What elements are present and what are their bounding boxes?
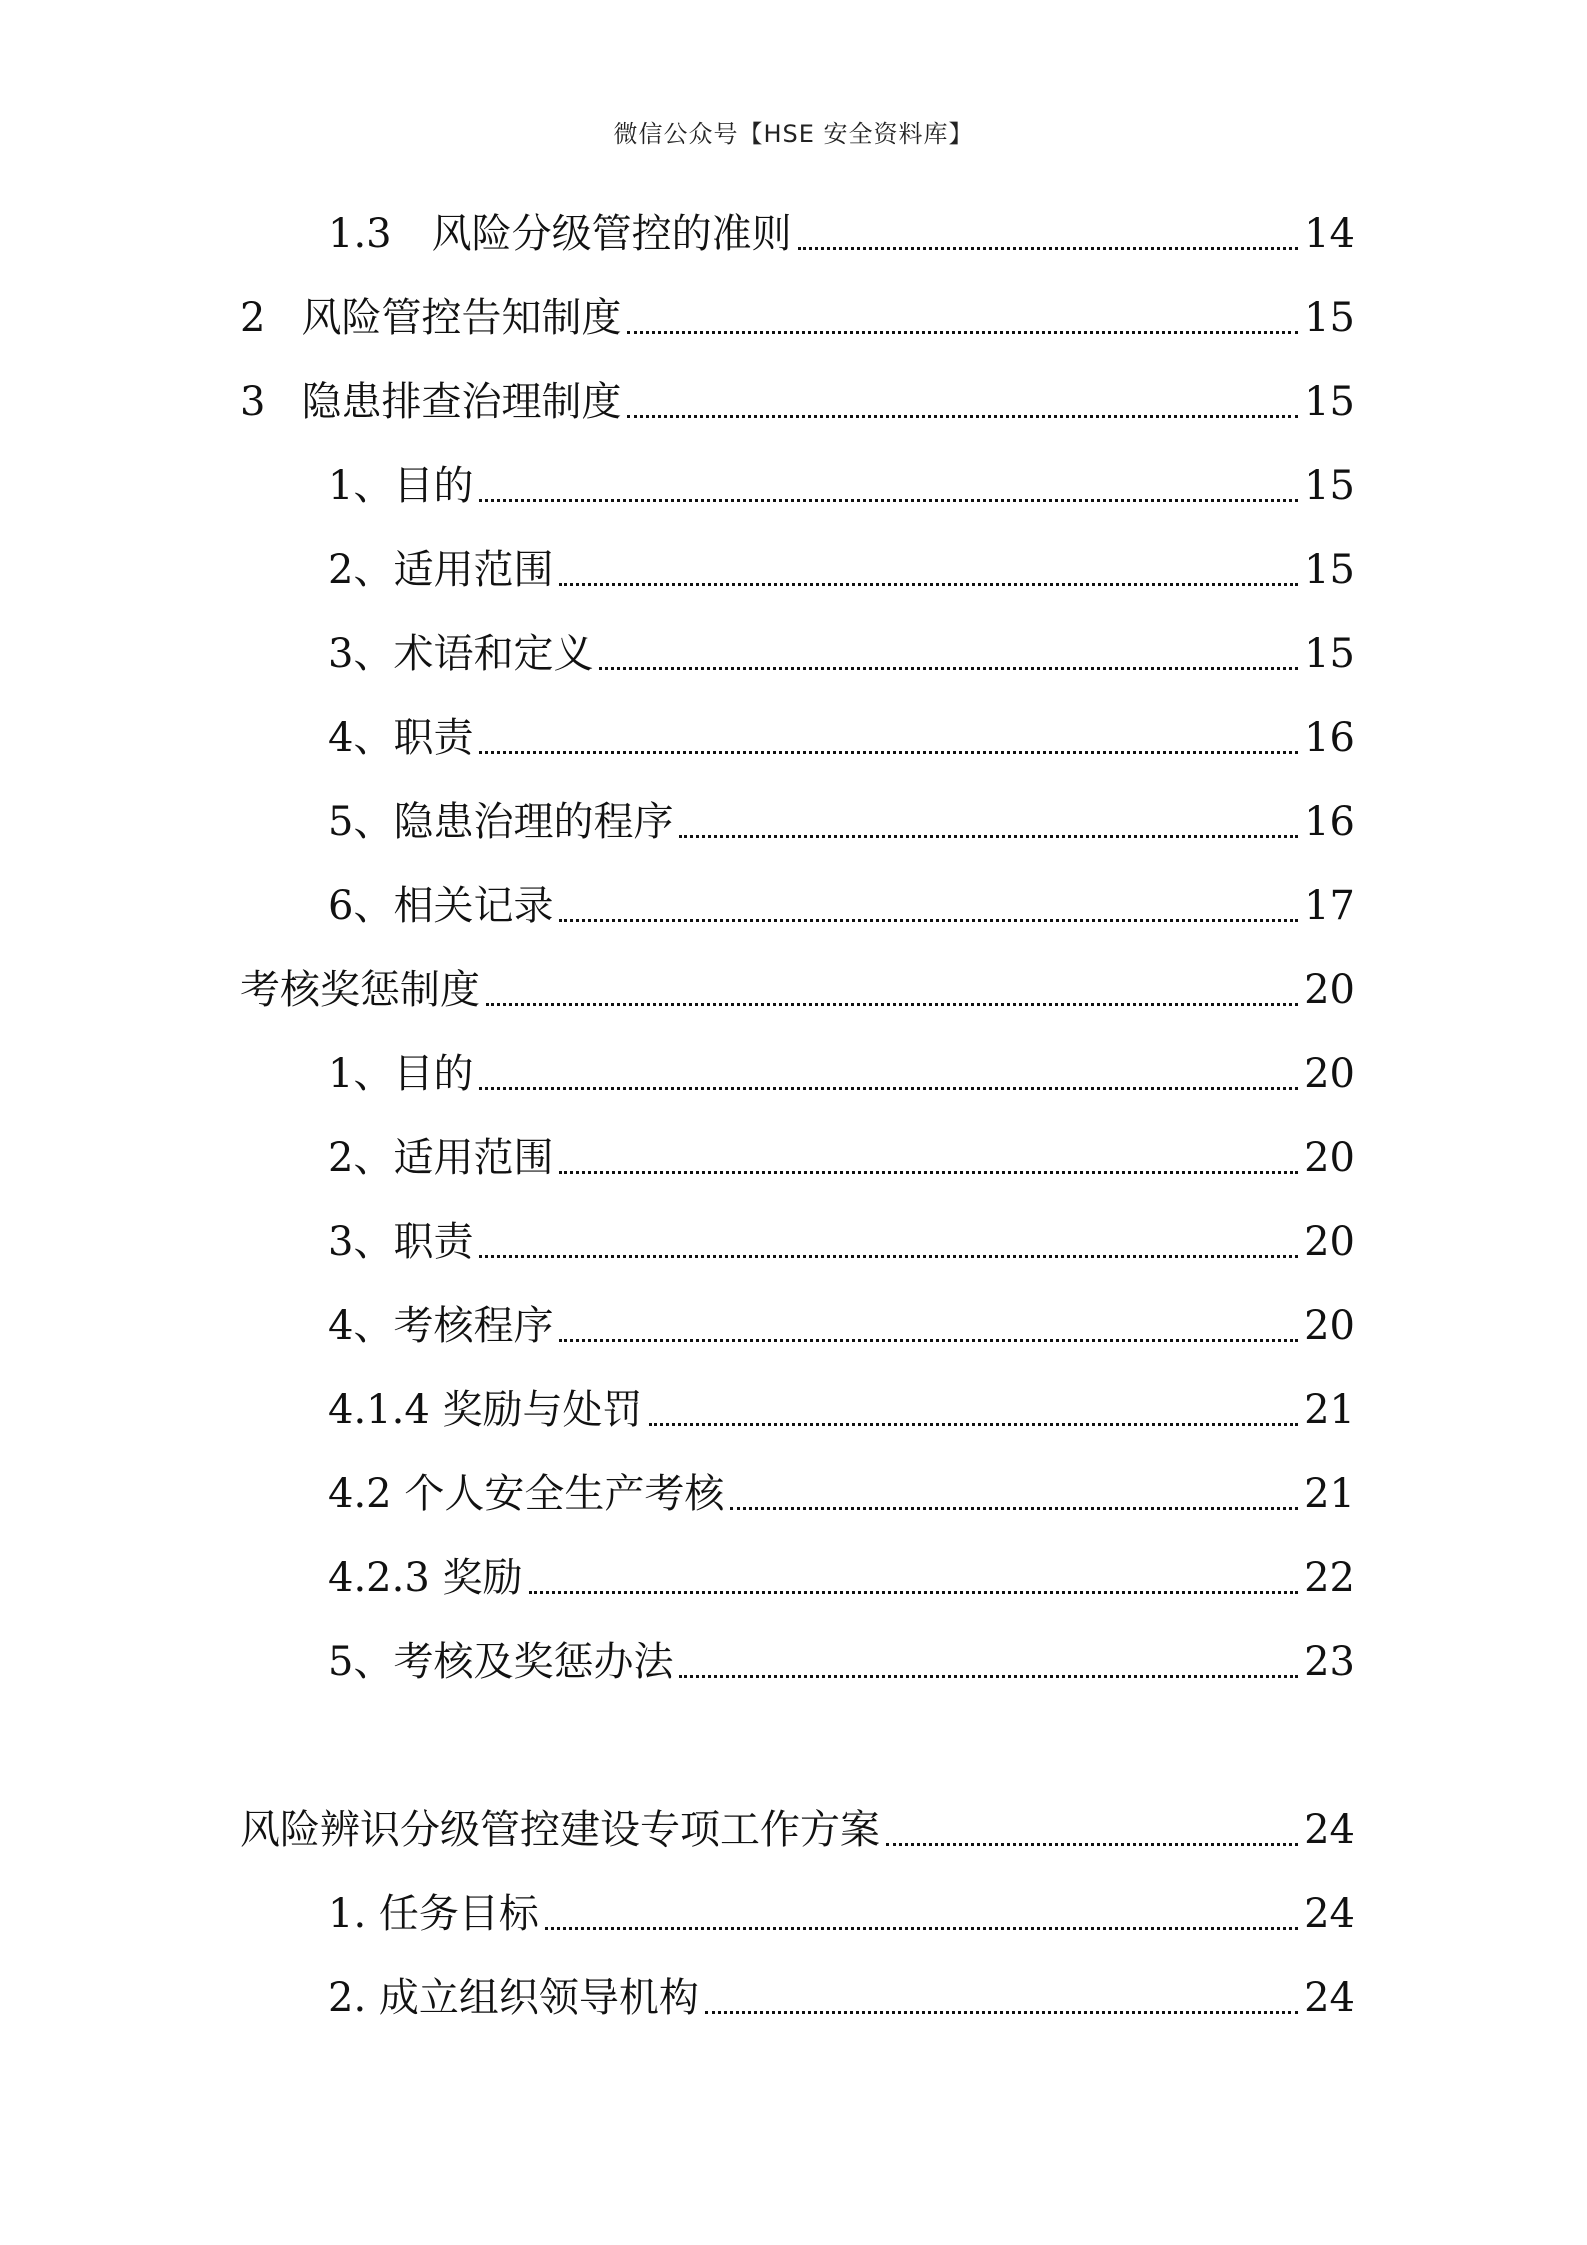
dot-leader xyxy=(559,1298,1298,1354)
toc-entry-title: 风险辨识分级管控建设专项工作方案 xyxy=(240,1807,880,1853)
toc-entry-title: 3、术语和定义 xyxy=(328,631,594,677)
toc-entry[interactable] xyxy=(328,626,1355,682)
toc-entry-title: 5、隐患治理的程序 xyxy=(328,799,674,845)
toc-entry-title: 风险管控告知制度 xyxy=(301,295,622,341)
dot-leader xyxy=(559,878,1298,934)
toc-entry-page: 20 xyxy=(1304,1303,1355,1349)
dot-leader xyxy=(545,1886,1298,1942)
toc-entry-page: 20 xyxy=(1304,1135,1355,1181)
toc-entry[interactable] xyxy=(328,1634,1355,1690)
toc-entry-title: 考核奖惩制度 xyxy=(240,967,480,1013)
toc-entry-title: 4.1.4 奖励与处罚 xyxy=(328,1387,643,1433)
toc-entry-page: 14 xyxy=(1304,211,1355,257)
toc-entry-label xyxy=(240,374,627,430)
toc-entry-title: 1、目的 xyxy=(328,463,474,509)
toc-entry[interactable] xyxy=(328,1550,1355,1606)
toc-entry[interactable] xyxy=(328,710,1355,766)
toc-entry[interactable] xyxy=(328,794,1355,850)
dot-leader xyxy=(649,1382,1299,1438)
toc-entry-page: 21 xyxy=(1304,1387,1355,1433)
toc-entry[interactable] xyxy=(240,374,1355,430)
toc-entry-title: 6、相关记录 xyxy=(328,883,554,929)
toc-entry-page: 21 xyxy=(1304,1471,1355,1517)
toc-entry-title: 1. 任务目标 xyxy=(328,1891,539,1937)
toc-entry[interactable] xyxy=(328,878,1355,934)
toc-entry-title: 4、职责 xyxy=(328,715,474,761)
toc-entry-title: 4、考核程序 xyxy=(328,1303,554,1349)
toc-entry-page: 16 xyxy=(1304,715,1355,761)
dot-leader xyxy=(479,710,1298,766)
toc-entry-page: 24 xyxy=(1304,1891,1355,1937)
toc-entry[interactable] xyxy=(328,1466,1355,1522)
dot-leader xyxy=(479,1214,1298,1270)
toc-entry-page: 22 xyxy=(1304,1555,1355,1601)
toc-entry-label xyxy=(328,206,798,262)
toc-entry[interactable] xyxy=(328,1886,1355,1942)
toc-entry-title: 3、职责 xyxy=(328,1219,474,1265)
toc-entry-page: 15 xyxy=(1304,379,1355,425)
toc-entry-title: 2、适用范围 xyxy=(328,1135,554,1181)
toc-entry[interactable] xyxy=(328,1970,1355,2026)
toc-entry-title: 2. 成立组织领导机构 xyxy=(328,1975,699,2021)
toc-entry-title: 4.2.3 奖励 xyxy=(328,1555,523,1601)
toc-entry-title: 2、适用范围 xyxy=(328,547,554,593)
dot-leader xyxy=(559,542,1298,598)
dot-leader xyxy=(679,794,1298,850)
toc-entry-number: 2 xyxy=(240,295,266,341)
toc-entry[interactable] xyxy=(328,1382,1355,1438)
toc-entry-title: 1、目的 xyxy=(328,1051,474,1097)
toc-entry-page: 24 xyxy=(1304,1807,1355,1853)
toc-entry-title: 风险分级管控的准则 xyxy=(431,211,792,257)
dot-leader xyxy=(730,1466,1298,1522)
toc-entry-page: 23 xyxy=(1304,1639,1355,1685)
toc-entry-page: 20 xyxy=(1304,967,1355,1013)
toc-entry-label xyxy=(240,290,627,346)
toc-entry[interactable] xyxy=(240,962,1355,1018)
toc-entry-number: 1.3 xyxy=(328,211,392,257)
toc-entry-page: 20 xyxy=(1304,1219,1355,1265)
toc-entry-number: 3 xyxy=(240,379,266,425)
toc-entry[interactable] xyxy=(240,290,1355,346)
dot-leader xyxy=(627,290,1298,346)
dot-leader xyxy=(479,458,1298,514)
toc-entry-title: 5、考核及奖惩办法 xyxy=(328,1639,674,1685)
toc-entry[interactable] xyxy=(328,1214,1355,1270)
toc-entry-page: 15 xyxy=(1304,547,1355,593)
toc-entry[interactable] xyxy=(328,542,1355,598)
toc-entry-page: 15 xyxy=(1304,295,1355,341)
toc-entry[interactable] xyxy=(240,1802,1355,1858)
toc-entry-title: 4.2 个人安全生产考核 xyxy=(328,1471,725,1517)
toc-entry[interactable] xyxy=(328,458,1355,514)
dot-leader xyxy=(627,374,1298,430)
toc-entry-page: 24 xyxy=(1304,1975,1355,2021)
dot-leader xyxy=(479,1046,1298,1102)
dot-leader xyxy=(679,1634,1298,1690)
dot-leader xyxy=(559,1130,1298,1186)
dot-leader xyxy=(705,1970,1298,2026)
dot-leader xyxy=(886,1802,1298,1858)
toc-entry-page: 15 xyxy=(1304,631,1355,677)
toc-entry[interactable] xyxy=(328,1046,1355,1102)
dot-leader xyxy=(486,962,1298,1018)
toc-entry-page: 15 xyxy=(1304,463,1355,509)
toc-entry[interactable] xyxy=(328,1298,1355,1354)
toc-entry[interactable] xyxy=(328,1130,1355,1186)
toc-entry-title: 隐患排查治理制度 xyxy=(301,379,622,425)
toc-entry-page: 17 xyxy=(1304,883,1355,929)
page-header: 微信公众号【HSE 安全资料库】 xyxy=(613,120,974,148)
dot-leader xyxy=(798,206,1298,262)
toc-entry-page: 20 xyxy=(1304,1051,1355,1097)
toc-entry-page: 16 xyxy=(1304,799,1355,845)
dot-leader xyxy=(599,626,1298,682)
dot-leader xyxy=(529,1550,1299,1606)
toc-entry[interactable] xyxy=(328,206,1355,262)
